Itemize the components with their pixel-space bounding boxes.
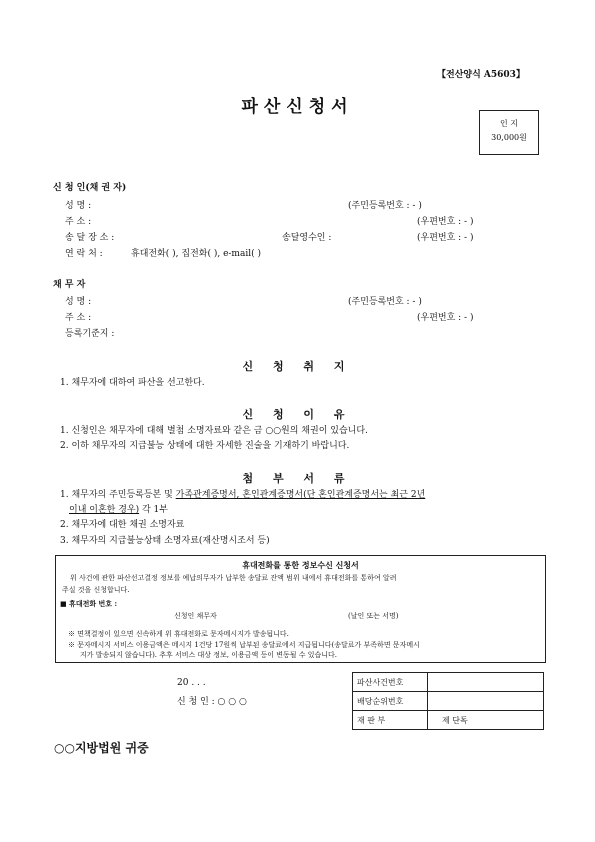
applicant-zip: (우편번호 : - ) [417, 217, 474, 227]
reason-line-2: 2. 이하 채무자의 지급불능 상태에 대한 자세한 진술을 기재하기 바랍니다. [60, 441, 350, 451]
table-row [353, 692, 544, 711]
table-row [353, 711, 544, 730]
notice-body-line-1: 위 사건에 관한 파산선고결정 정보를 예납의무자가 납부한 송달료 잔액 범위 내에서 휴대전화를 통하여 알려 [70, 574, 397, 582]
debtor-address-label: 주 소 : [65, 313, 92, 323]
notice-note-1: ※ 면책결정이 있으면 신속하게 위 휴대전화로 문자메시지가 발송됩니다. [68, 630, 289, 638]
case-number-label: 파산사건번호 [353, 673, 428, 692]
attachment-item-2: 2. 채무자에 대한 채권 소명자료 [60, 520, 185, 530]
debtor-zip: (우편번호 : - ) [417, 313, 474, 323]
purpose-line: 1. 채무자에 대하여 파산을 선고한다. [60, 378, 205, 388]
case-number-table [352, 672, 544, 730]
case-number-value [428, 673, 544, 692]
court-division-value: 제 단독 [428, 711, 544, 730]
attachment-item-1-prefix: 1. 채무자의 주민등록등본 및 [60, 490, 176, 500]
debtor-heading: 채 무 자 [53, 280, 86, 290]
notice-title: 휴대전화를 통한 정보수신 신청서 [242, 560, 359, 570]
attachment-item-1 [60, 490, 425, 501]
table-row [353, 673, 544, 692]
applicant-contact-fields: 휴대전화( ), 집전화( ), e-mail( ) [131, 249, 261, 259]
attachment-item-1-cont-underlined: 이내 이혼한 경우) [69, 505, 140, 515]
signature-line: 신 청 인 : ○ ○ ○ [177, 697, 247, 707]
date-line: 20 . . . [177, 678, 206, 688]
applicant-delivery-recipient: 송달영수인 : [282, 233, 332, 243]
applicant-delivery-zip: (우편번호 : - ) [417, 233, 474, 243]
attachment-item-1-suffix: 각 1부 [139, 505, 168, 515]
applicant-contact-label: 연 락 처 : [65, 249, 103, 259]
debtor-name-label: 성 명 : [65, 297, 92, 307]
purpose-heading: 신 청 취 지 [242, 360, 353, 373]
attachment-item-1-underlined: 가족관계증명서, 혼인관계증명서(단 혼인관계증명서는 최근 2년 [175, 490, 426, 500]
court-addressee: ○○지방법원 귀중 [54, 741, 149, 755]
notice-seal: (날인 또는 서명) [348, 612, 399, 620]
applicant-delivery-label: 송 달 장 소 : [65, 233, 115, 243]
applicant-rrn: (주민등록번호 : - ) [348, 201, 422, 211]
notice-body-line-2: 주실 것을 신청합니다. [62, 586, 130, 594]
debtor-registry-label: 등록기준지 : [65, 329, 115, 339]
distribution-number-label: 배당순위번호 [353, 692, 428, 711]
distribution-number-value [428, 692, 544, 711]
revenue-stamp-box [479, 110, 539, 155]
notice-note-2a: ※ 문자메시지 서비스 이용금액은 메시지 1건당 17원씩 납부된 송달료에서 지급됩니다(송달료가 부족하면 문자메시 [68, 641, 420, 649]
applicant-name-label: 성 명 : [65, 201, 92, 211]
notice-phone-label: ■ 휴대전화 번호 : [60, 599, 118, 608]
page-title: 파산신청서 [241, 97, 354, 117]
sms-notice-box [55, 555, 546, 663]
attachment-item-3: 3. 채무자의 지급불능상태 소명자료(재산명시조서 등) [60, 536, 270, 546]
applicant-address-label: 주 소 : [65, 217, 92, 227]
debtor-rrn: (주민등록번호 : - ) [348, 297, 422, 307]
reasons-heading: 신 청 이 유 [242, 408, 353, 421]
applicant-heading: 신 청 인(채 권 자) [53, 183, 127, 193]
stamp-amount: 30,000원 [491, 133, 527, 142]
notice-signer: 신청인 채무자 [174, 612, 217, 620]
court-division-label: 재 판 부 [353, 711, 428, 730]
notice-note-2b: 지가 발송되지 않습니다). 추후 서비스 대상 정보, 이용금액 등이 변동될 수 있습니다. [80, 651, 338, 659]
attachments-heading: 첨 부 서 류 [242, 472, 353, 485]
reason-line-1: 1. 신청인은 채무자에 대해 별첨 소명자료와 같은 금 ○○원의 채권이 있습니다. [60, 426, 368, 436]
form-code: 【전산양식 A5603】 [437, 70, 525, 80]
stamp-label: 인 지 [500, 119, 518, 128]
attachment-item-1-cont [69, 505, 168, 516]
